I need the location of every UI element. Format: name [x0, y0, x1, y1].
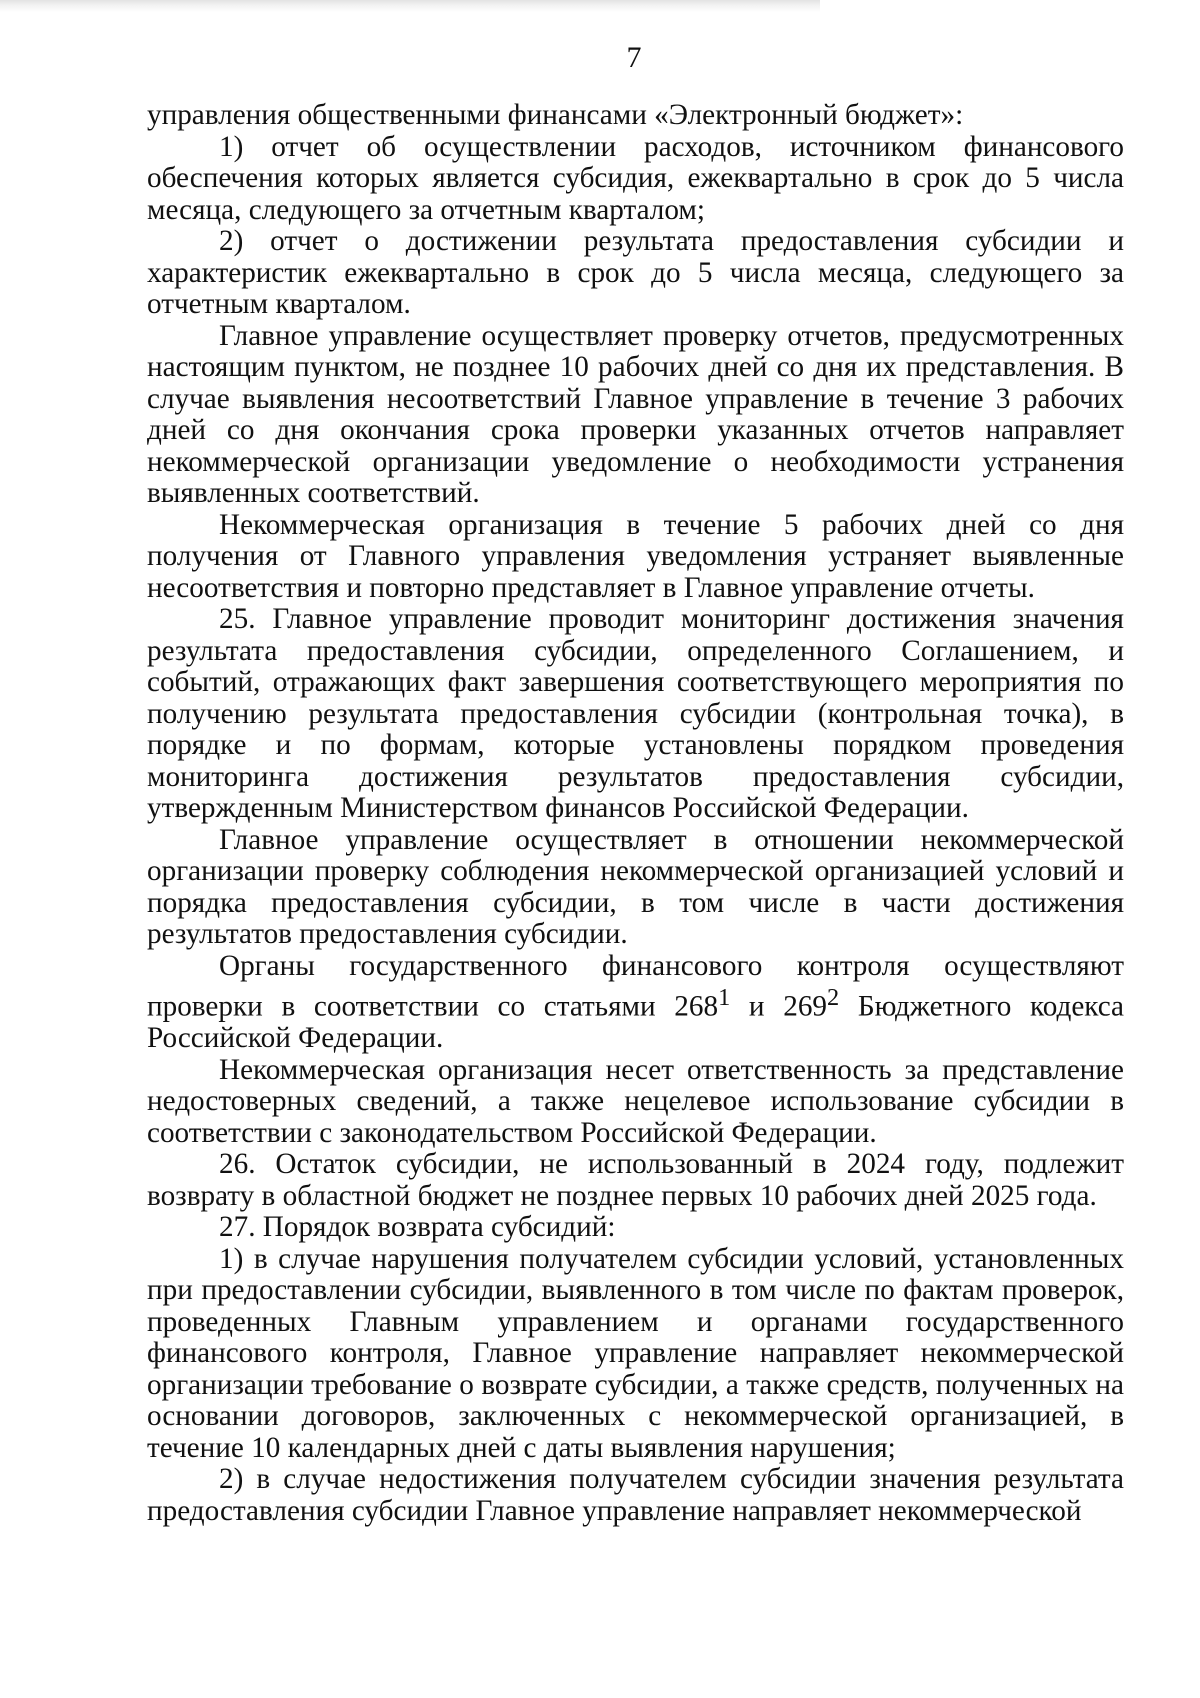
article-268-superscript: 1 [718, 984, 731, 1011]
document-body [147, 100, 1124, 1527]
paragraph-resubmission: Некоммерческая организация в течение 5 рабочих дней со дня получения от Главного управления уведомления устраняет выявленные несоответствия и повторно представляет в Главное управление отчеты. [147, 508, 1124, 604]
paragraph-clause-26: 26. Остаток субсидии, не использованный в 2024 году, подлежит возврату в областной бюджет не позднее первых 10 рабочих дней 2025 года. [147, 1148, 1124, 1212]
paragraph-compliance-check: Главное управление осуществляет в отношении некоммерческой организации проверку соблюдения некоммерческой организацией условий и порядка предоставления субсидии, в том числе в части достижения результатов предоставления субсидии. [147, 823, 1124, 950]
financial-control-text-start: Органы государственного финансового контроля осуществляют проверки в соответствии со статьями 268 [147, 949, 1124, 1023]
paragraph-electronic-budget: управления общественными финансами «Электронный бюджет»: [147, 99, 964, 131]
paragraph-result-report: 2) отчет о достижении результата предоставления субсидии и характеристик ежеквартально в срок до 5 числа месяца, следующего за отчетным кварталом. [147, 225, 1124, 320]
article-269-superscript: 2 [827, 984, 840, 1011]
page-number: 7 [626, 41, 642, 74]
paragraph-violation-return: 1) в случае нарушения получателем субсидии условий, установленных при предоставлении субсидии, выявленного в том числе по фактам проверок, проведенных Главным управлением и органами государственного финансового контроля, Главное управление направляет некоммерческой организации требование о возврате субсидии, а также средств, полученных на основании договоров, заключенных с некоммерческой организацией, в течение 10 календарных дней с даты выявления нарушения; [147, 1242, 1124, 1464]
paragraph-expense-report: 1) отчет об осуществлении расходов, источником финансового обеспечения которых является субсидия, ежеквартально в срок до 5 числа месяца, следующего за отчетным кварталом; [147, 130, 1124, 226]
financial-control-text-middle: и 269 [730, 990, 828, 1023]
financial-control-text-end: Бюджетного кодекса Российской Федерации. [147, 990, 1125, 1055]
scan-edge-shadow [0, 0, 820, 12]
paragraph-clause-27: 27. Порядок возврата субсидий: [219, 1211, 616, 1244]
paragraph-non-achievement: 2) в случае недостижения получателем субсидии значения результата предоставления субсидии Главное управление направляет некоммерческой [147, 1463, 1124, 1527]
paragraph-financial-control [147, 951, 1124, 1055]
paragraph-report-check: Главное управление осуществляет проверку отчетов, предусмотренных настоящим пунктом, не позднее 10 рабочих дней со дня их представления. В случае выявления несоответствий Главное управление в течение 3 рабочих дней со дня окончания срока проверки указанных отчетов направляет некоммерческой организации уведомление о необходимости устранения выявленных соответствий. [147, 319, 1124, 509]
paragraph-clause-25: 25. Главное управление проводит мониторинг достижения значения результата предоставления субсидии, определенного Соглашением, и событий, отражающих факт завершения соответствующего мероприятия по получению результата предоставления субсидии (контрольная точка), в порядке и по формам, которые установлены порядком проведения мониторинга достижения результатов предоставления субсидии, утвержденным Министерством финансов Российской Федерации. [147, 603, 1124, 824]
paragraph-responsibility: Некоммерческая организация несет ответственность за представление недостоверных сведений, а также нецелевое использование субсидии в соответствии с законодательством Российской Федерации. [147, 1053, 1124, 1149]
